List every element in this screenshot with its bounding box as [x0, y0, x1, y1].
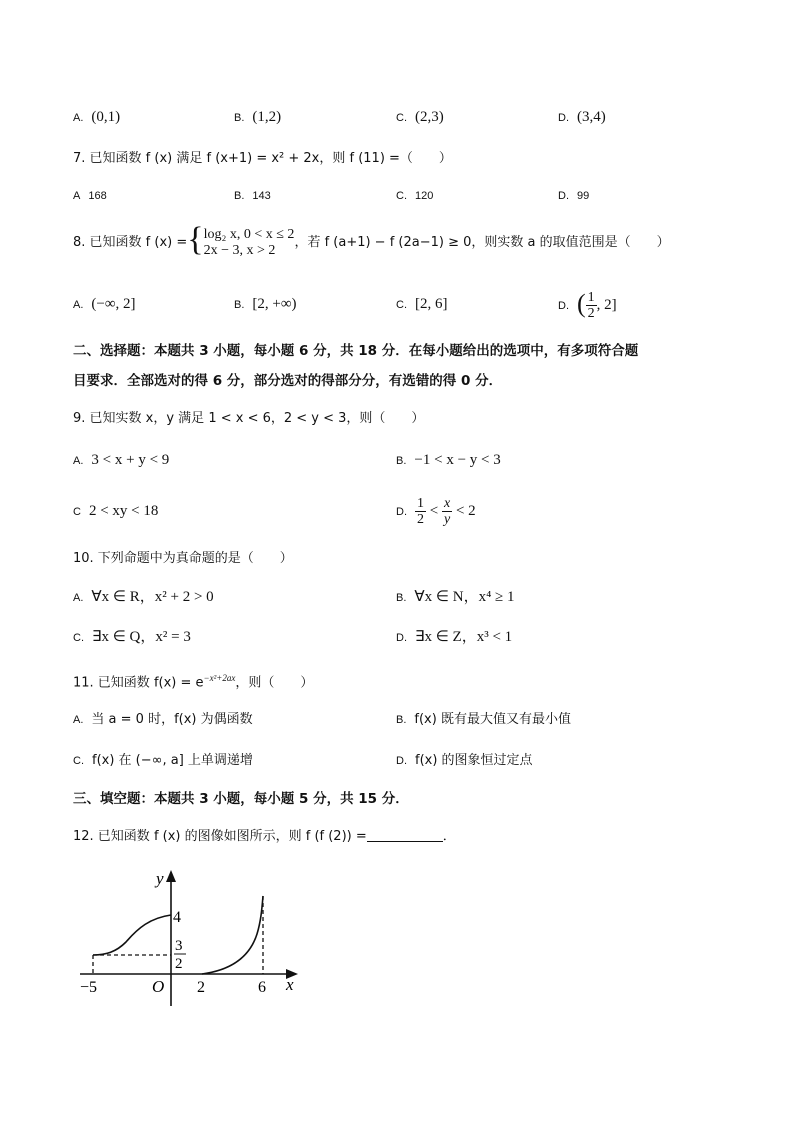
y-axis-label: y — [156, 869, 164, 888]
left-brace: { — [187, 221, 204, 258]
y-axis-arrow — [166, 870, 176, 882]
section-2-heading-line2: 目要求．全部选对的得 6 分，部分选对的得部分分，有选错的得 0 分． — [73, 373, 503, 389]
function-graph — [72, 866, 312, 1008]
q11-option-c: C. f(x) 在 (−∞, a] 上单调递增 — [73, 753, 253, 768]
y-tick-4: 4 — [173, 909, 181, 926]
q10-option-a: A. ∀x ∈ R，x² + 2 > 0 — [73, 589, 214, 605]
x-tick-2: 2 — [197, 979, 205, 996]
section-2-heading-line1: 二、选择题：本题共 3 小题，每小题 6 分，共 18 分．在每小题给出的选项中，有多项符合题 — [73, 343, 639, 359]
q7-stem: 7. 已知函数 f (x) 满足 f (x+1) = x² + 2x，则 f (11) =（ ） — [73, 151, 452, 166]
q12-stem: 12. 已知函数 f (x) 的图像如图所示，则 f (f (2)) = ． — [73, 829, 456, 844]
q7-option-b: B. 143 — [234, 190, 271, 202]
q8-option-c: C. [2, 6] — [396, 296, 448, 312]
y-tick-frac-den: 2 — [175, 956, 183, 972]
q6-option-c: C. (2,3) — [396, 109, 444, 125]
x-tick-6: 6 — [258, 979, 266, 996]
piecewise-cases: log₂ x, 0 < x ≤ 2 2x − 3, x > 2 — [203, 226, 295, 258]
q9-option-c: C 2 < xy < 18 — [73, 503, 159, 519]
q11-option-d: D. f(x) 的图象恒过定点 — [396, 753, 533, 768]
q9-stem: 9. 已知实数 x，y 满足 1 < x < 6，2 < y < 3，则（ ） — [73, 411, 425, 426]
q10-stem: 10. 下列命题中为真命题的是（ ） — [73, 551, 293, 566]
q10-option-c: C. ∃x ∈ Q，x² = 3 — [73, 629, 191, 645]
q6-option-a: A. (0,1) — [73, 109, 121, 125]
section-3-heading: 三、填空题：本题共 3 小题，每小题 5 分，共 15 分． — [73, 791, 409, 807]
origin-label: O — [152, 977, 165, 996]
q8-stem: 8. 已知函数 f (x) ={ log₂ x, 0 < x ≤ 2 2x − 3, x > 2 ，若 f (a+1) − f (2a−1) ≥ 0，则实数 a 的取值范围是（ ） — [73, 221, 670, 258]
q10-option-d: D. ∃x ∈ Z，x³ < 1 — [396, 629, 513, 645]
q6-option-b: B. (1,2) — [234, 109, 282, 125]
q8-option-b: B. [2, +∞) — [234, 296, 297, 312]
q11-option-b: B. f(x) 既有最大值又有最小值 — [396, 712, 571, 727]
x-tick-neg5: −5 — [80, 979, 98, 996]
x-axis-label: x — [286, 975, 294, 994]
fraction-one-half: $\frac{1}{2}$ — [587, 290, 595, 321]
answer-blank[interactable] — [367, 827, 443, 842]
q8-option-d: D. ( $\frac{1}{2}$ , 2] — [558, 289, 617, 321]
q9-option-a: A. 3 < x + y < 9 — [73, 452, 170, 468]
y-tick-frac-num: 3 — [175, 938, 183, 954]
q7-option-d: D. 99 — [558, 190, 590, 202]
q7-option-a: A 168 — [73, 190, 107, 202]
curve-right-segment — [202, 896, 263, 974]
curve-left-segment — [93, 915, 171, 955]
q9-option-b: B. −1 < x − y < 3 — [396, 452, 501, 468]
q10-option-b: B. ∀x ∈ N，x⁴ ≥ 1 — [396, 589, 515, 605]
q8-option-a: A. (−∞, 2] — [73, 296, 136, 312]
fraction-one-half: $\frac{1}{2}$ — [417, 496, 424, 527]
fraction-x-over-y: $\frac{x}{y}$ — [443, 496, 451, 527]
q6-option-d: D. (3,4) — [558, 109, 606, 125]
q11-stem: 11. 已知函数 $f(x) = e^{-x^2+2ax}$，则（ ） — [73, 673, 314, 691]
q7-option-c: C. 120 — [396, 190, 434, 202]
q9-option-d: D. $\frac{1}{2}$ < $\frac{x}{y}$ < 2 — [396, 496, 476, 527]
q11-option-a: A. 当 a = 0 时，f(x) 为偶函数 — [73, 712, 253, 727]
